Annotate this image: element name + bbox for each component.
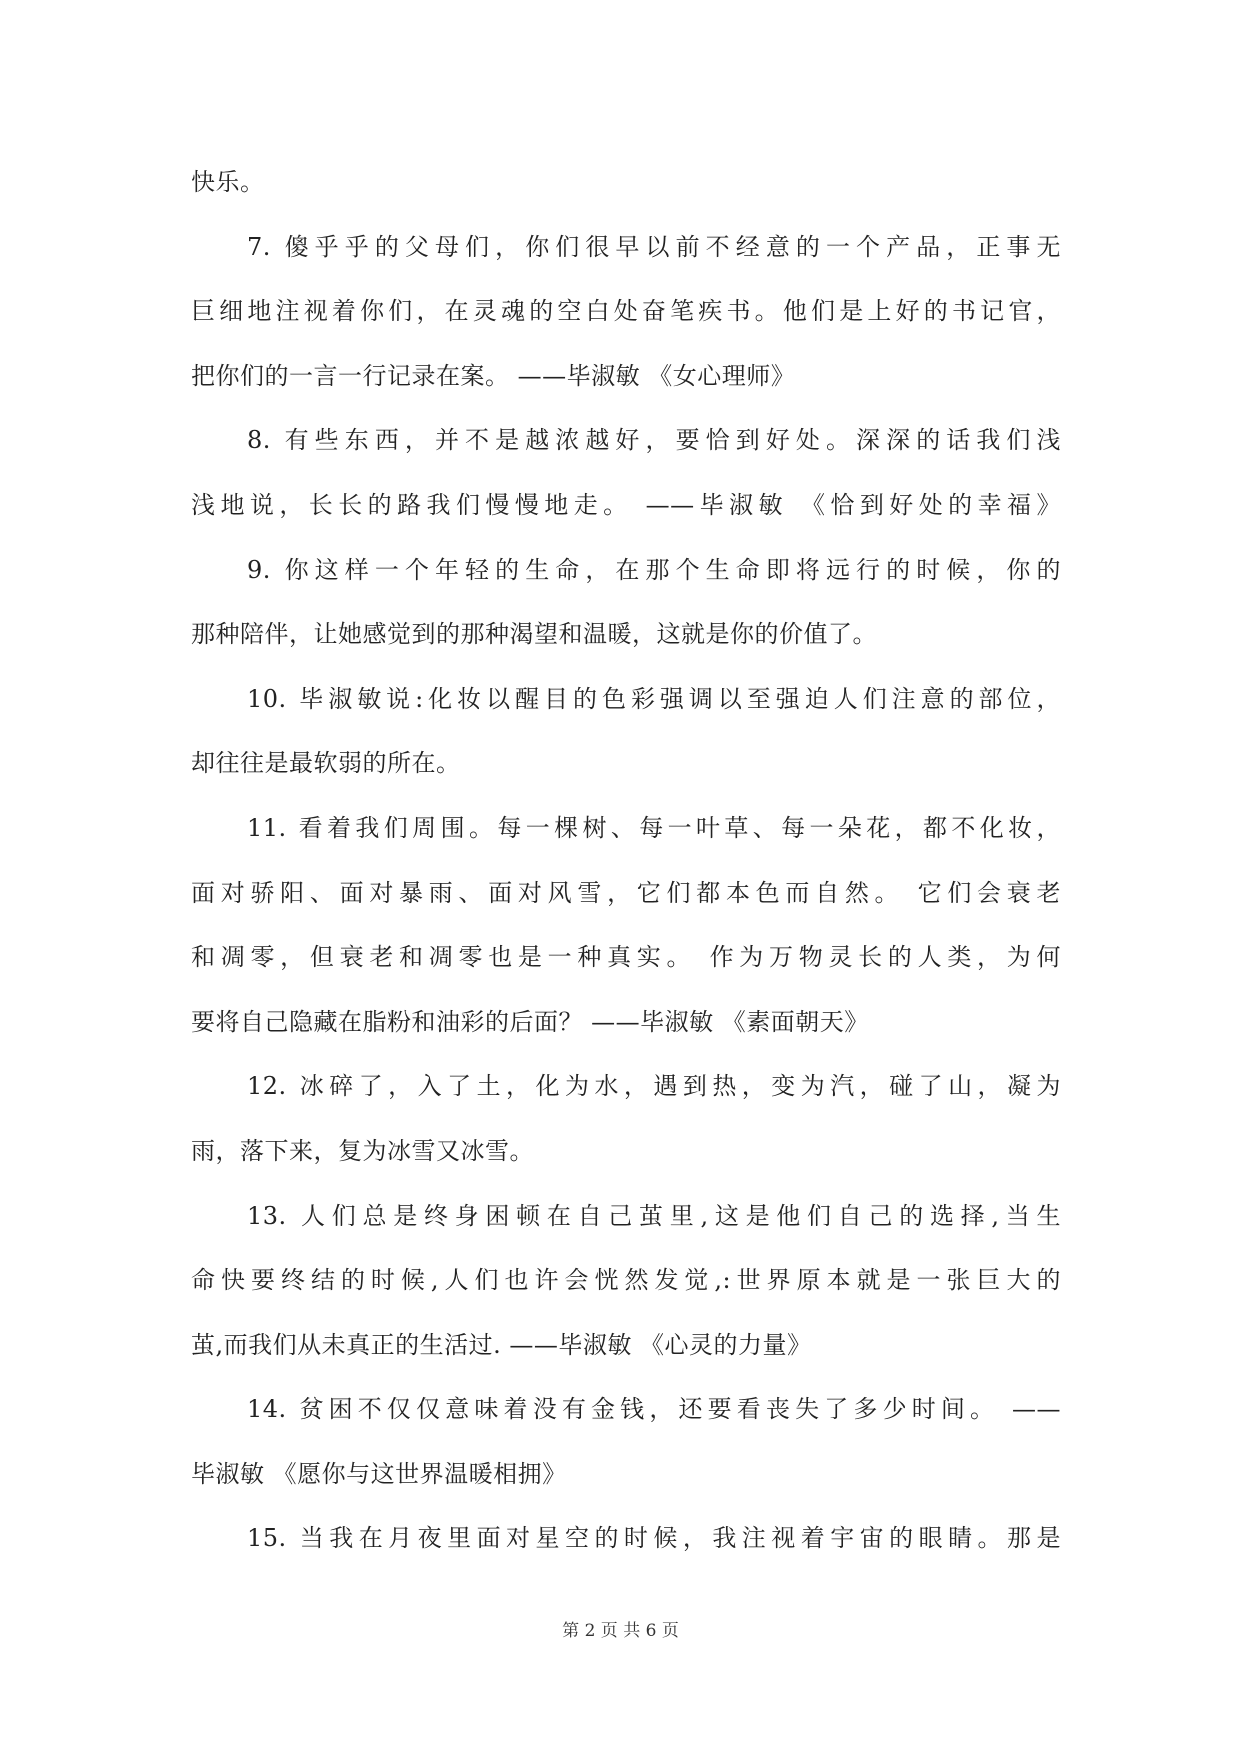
document-body	[191, 150, 1061, 1571]
text-line: 13. 人们总是终身困顿在自己茧里,这是他们自己的选择,当生	[247, 1201, 1061, 1230]
page-number-footer: 第 2 页 共 6 页	[562, 1621, 679, 1641]
text-line: 巨细地注视着你们，在灵魂的空白处奋笔疾书。他们是上好的书记官，	[191, 297, 1061, 326]
text-line: 7. 傻乎乎的父母们，你们很早以前不经意的一个产品，正事无	[247, 232, 1061, 261]
text-line: 11. 看着我们周围。每一棵树、每一叶草、每一朵花，都不化妆，	[247, 813, 1061, 842]
text-line: 却往往是最软弱的所在。	[191, 749, 461, 778]
text-line: 快乐。	[191, 168, 265, 196]
text-line: 10. 毕淑敏说:化妆以醒目的色彩强调以至强迫人们注意的部位，	[247, 684, 1061, 713]
text-line: 8. 有些东西，并不是越浓越好，要恰到好处。深深的话我们浅	[247, 426, 1061, 455]
text-line: 茧,而我们从未真正的生活过. ——毕淑敏 《心灵的力量》	[191, 1330, 812, 1359]
text-line: 12. 冰碎了，入了土，化为水，遇到热，变为汽，碰了山，凝为	[247, 1072, 1061, 1101]
text-line: 要将自己隐藏在脂粉和油彩的后面？ ——毕淑敏 《素面朝天》	[191, 1007, 869, 1036]
text-line: 雨，落下来，复为冰雪又冰雪。	[191, 1136, 534, 1165]
text-line: 毕淑敏 《愿你与这世界温暖相拥》	[191, 1459, 567, 1488]
text-line: 浅地说，长长的路我们慢慢地走。 ——毕淑敏 《恰到好处的幸福》	[191, 490, 1061, 519]
text-line: 14. 贫困不仅仅意味着没有金钱，还要看丧失了多少时间。 ——	[247, 1395, 1061, 1424]
text-line: 面对骄阳、面对暴雨、面对风雪，它们都本色而自然。 它们会衰老	[191, 878, 1061, 907]
text-line: 把你们的一言一行记录在案。 ——毕淑敏 《女心理师》	[191, 361, 796, 390]
text-line: 命快要终结的时候,人们也许会恍然发觉,:世界原本就是一张巨大的	[191, 1266, 1061, 1295]
text-line: 和凋零，但衰老和凋零也是一种真实。 作为万物灵长的人类，为何	[191, 943, 1061, 972]
text-line: 那种陪伴，让她感觉到的那种渴望和温暖，这就是你的价值了。	[191, 620, 877, 649]
text-line: 15. 当我在月夜里面对星空的时候，我注视着宇宙的眼睛。那是	[247, 1524, 1061, 1553]
text-line: 9. 你这样一个年轻的生命，在那个生命即将远行的时候，你的	[247, 555, 1061, 584]
